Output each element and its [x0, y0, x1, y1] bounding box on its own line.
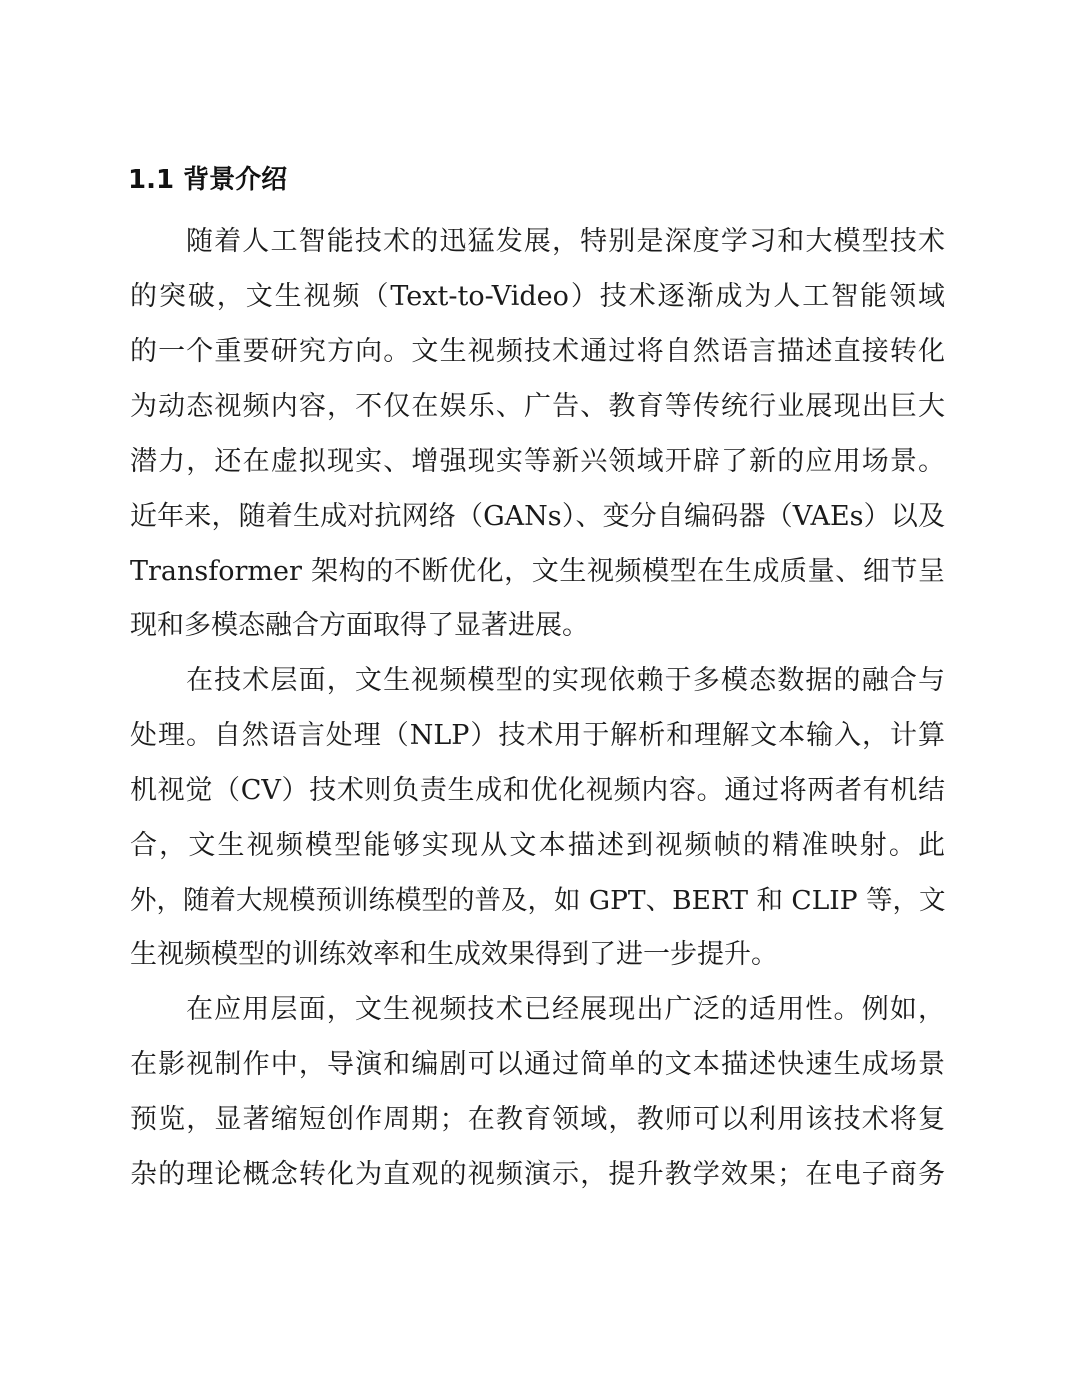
paragraph-1-line-7: Transformer 架构的不断优化，文生视频模型在生成质量、细节呈 — [130, 556, 945, 587]
paragraph-2-line-6: 生视频模型的训练效率和生成效果得到了进一步提升。 — [130, 939, 778, 970]
paragraph-1-line-8: 现和多模态融合方面取得了显著进展。 — [130, 610, 589, 641]
paragraph-1-line-6: 近年来，随着生成对抗网络（GANs）、变分自编码器（VAEs）以及 — [130, 501, 945, 532]
paragraph-1-line-1: 随着人工智能技术的迅猛发展，特别是深度学习和大模型技术 — [186, 226, 945, 257]
paragraph-1-line-4: 为动态视频内容，不仅在娱乐、广告、教育等传统行业展现出巨大 — [130, 391, 945, 422]
paragraph-2-line-5: 外，随着大规模预训练模型的普及，如 GPT、BERT 和 CLIP 等，文 — [130, 885, 946, 916]
paragraph-1-line-3: 的一个重要研究方向。文生视频技术通过将自然语言描述直接转化 — [130, 336, 945, 367]
paragraph-1-line-2: 的突破，文生视频（Text-to-Video）技术逐渐成为人工智能领域 — [130, 281, 945, 312]
paragraph-3-line-2: 在影视制作中，导演和编剧可以通过简单的文本描述快速生成场景 — [130, 1049, 945, 1080]
section-title: 背景介绍 — [183, 165, 288, 195]
section-heading — [128, 160, 287, 200]
paragraph-3-line-4: 杂的理论概念转化为直观的视频演示，提升教学效果；在电子商务 — [130, 1159, 945, 1190]
paragraph-3-line-3: 预览，显著缩短创作周期；在教育领域，教师可以利用该技术将复 — [130, 1104, 945, 1135]
paragraph-1-line-5: 潜力，还在虚拟现实、增强现实等新兴领域开辟了新的应用场景。 — [130, 446, 945, 477]
section-number: 1.1 — [128, 165, 175, 195]
paragraph-2-line-3: 机视觉（CV）技术则负责生成和优化视频内容。通过将两者有机结 — [130, 775, 945, 806]
paragraph-2-line-2: 处理。自然语言处理（NLP）技术用于解析和理解文本输入，计算 — [130, 720, 945, 751]
paragraph-2-line-1: 在技术层面，文生视频模型的实现依赖于多模态数据的融合与 — [186, 665, 945, 696]
paragraph-3-line-1: 在应用层面，文生视频技术已经展现出广泛的适用性。例如， — [186, 994, 945, 1025]
paragraph-2-line-4: 合，文生视频模型能够实现从文本描述到视频帧的精准映射。此 — [130, 830, 945, 861]
